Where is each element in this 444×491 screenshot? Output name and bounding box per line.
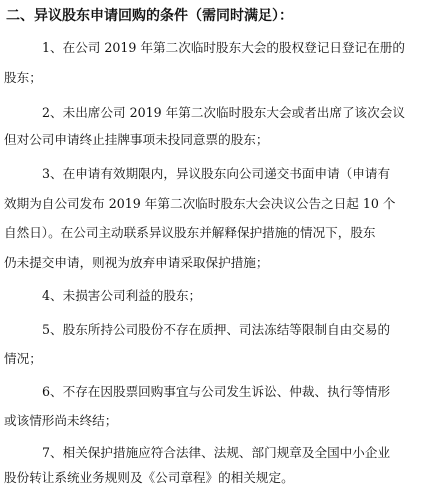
item-7-line-1: 7、相关保护措施应符合法律、法规、部门规章及全国中小企业 (42, 445, 391, 460)
item-3-line-3: 自然日）。在公司主动联系异议股东并解释保护措施的情况下，股东 (4, 225, 376, 240)
item-1-line-1: 1、在公司 2019 年第二次临时股东大会的股权登记日登记在册的 (42, 40, 405, 55)
item-3-line-2: 效期为自公司发布 2019 年第二次临时股东大会决议公告之日起 10 个 (4, 196, 396, 211)
item-2-line-1: 2、未出席公司 2019 年第二次临时股东大会或者出席了该次会议 (42, 105, 405, 120)
item-7-line-2: 股份转让系统业务规则及《公司章程》的相关规定。 (4, 470, 294, 485)
item-6-line-2: 或该情形尚未终结； (4, 413, 118, 428)
item-1-line-2: 股东； (4, 70, 42, 85)
item-4-line-1: 4、未损害公司利益的股东； (42, 288, 202, 303)
item-2-line-2: 但对公司申请终止挂牌事项未投同意票的股东； (4, 132, 269, 147)
item-3-line-4: 仍未提交申请，则视为放弃申请采取保护措施； (4, 255, 269, 270)
item-5-line-1: 5、股东所持公司股份不存在质押、司法冻结等限制自由交易的 (42, 322, 391, 337)
item-6-line-1: 6、不存在因股票回购事宜与公司发生诉讼、仲裁、执行等情形 (42, 384, 391, 399)
section-heading: 二、异议股东申请回购的条件（需同时满足）： (6, 8, 293, 24)
item-3-line-1: 3、在申请有效期限内，异议股东向公司递交书面申请（申请有 (42, 166, 391, 181)
item-5-line-2: 情况； (4, 351, 42, 366)
